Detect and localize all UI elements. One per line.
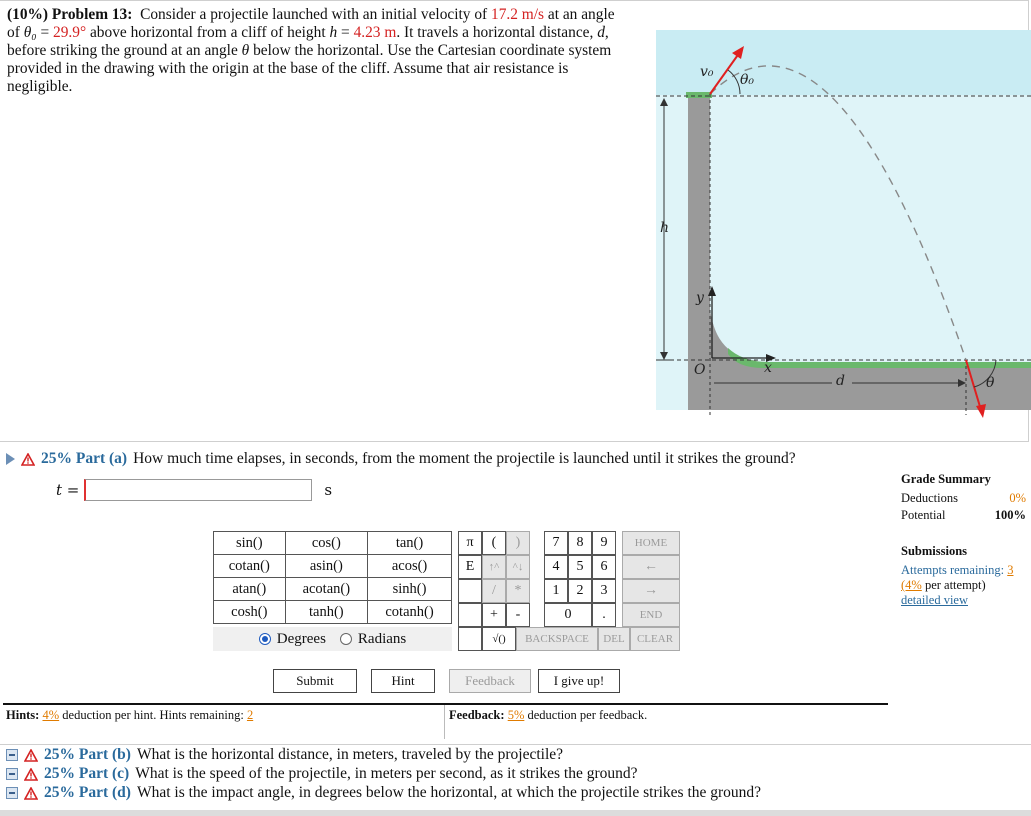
play-icon[interactable] <box>6 453 15 465</box>
initial-velocity-value: 17.2 m/s <box>491 6 545 23</box>
hints-feedback-separator <box>444 705 445 739</box>
label-x: x <box>764 360 772 376</box>
key-cos[interactable]: cos() <box>285 532 368 555</box>
answer-row <box>56 479 332 501</box>
key-9[interactable]: 9 <box>592 531 616 555</box>
hints-remaining: 2 <box>246 708 254 722</box>
potential-value: 100% <box>994 508 1026 522</box>
cliff-grass <box>686 92 712 98</box>
warning-icon <box>24 749 38 762</box>
key-multiply[interactable]: * <box>506 579 530 603</box>
degrees-label: Degrees <box>276 630 326 647</box>
part-c-question: What is the speed of the projectile, in meters per second, as it strikes the ground? <box>135 765 638 782</box>
blank-key <box>458 627 482 651</box>
key-7[interactable]: 7 <box>544 531 568 555</box>
key-cotan[interactable]: cotan() <box>214 555 286 578</box>
problem-statement: (10%) Problem 13: Consider a projectile launched with an initial velocity of 17.2 m/s at an angle of θ₀ = 29.9° above horizontal from a cliff of height h = 4.23 m. It travels a horizontal distance, d, before striking the ground at an angle θ below the horizontal. Use the Cartesian coordinate system provided in the drawing with the origin at the base of the cliff. Assume that air resistance is negligible. <box>7 6 615 95</box>
attempts-remaining: 3 <box>1007 563 1014 577</box>
hints-info: Hints: 4% deduction per hint. Hints remaining: 2 <box>6 708 254 722</box>
degrees-radio[interactable] <box>259 633 271 645</box>
grade-summary-title: Grade Summary <box>901 472 991 486</box>
key-backspace[interactable]: BACKSPACE <box>516 627 598 651</box>
radians-label: Radians <box>357 630 407 647</box>
part-d-percent: 25% Part (d) <box>44 784 131 801</box>
projectile-diagram <box>648 30 1031 418</box>
key-exponent-up[interactable]: ↑^ <box>482 555 506 579</box>
key-1[interactable]: 1 <box>544 579 568 603</box>
key-6[interactable]: 6 <box>592 555 616 579</box>
calculator-keypad <box>213 531 680 652</box>
key-home[interactable]: HOME <box>622 531 680 555</box>
feedback-deduction: 5% <box>507 708 525 722</box>
part-b-percent: 25% Part (b) <box>44 746 131 763</box>
blank-key <box>458 579 482 603</box>
collapse-icon[interactable] <box>6 749 18 761</box>
key-exponent-down[interactable]: ^↓ <box>506 555 530 579</box>
part-b-header[interactable] <box>6 746 563 764</box>
warning-icon <box>21 453 35 466</box>
key-sqrt[interactable]: √() <box>482 627 516 651</box>
key-atan[interactable]: atan() <box>214 578 286 601</box>
collapse-icon[interactable] <box>6 787 18 799</box>
key-left-arrow[interactable]: ← <box>622 555 680 579</box>
key-divide[interactable]: / <box>482 579 506 603</box>
key-minus[interactable]: - <box>506 603 530 627</box>
label-v0: v₀ <box>700 64 714 80</box>
function-keys <box>213 531 452 624</box>
key-8[interactable]: 8 <box>568 531 592 555</box>
submissions-section: Submissions Attempts remaining: 3 (4% per attempt) detailed view <box>901 544 1014 607</box>
problem-header: (10%) Problem 13: <box>7 6 133 23</box>
label-origin: O <box>694 362 706 378</box>
key-3[interactable]: 3 <box>592 579 616 603</box>
part-c-percent: 25% Part (c) <box>44 765 130 782</box>
label-theta0: θ₀ <box>740 72 755 88</box>
key-plus[interactable]: + <box>482 603 506 627</box>
key-tanh[interactable]: tanh() <box>285 601 368 624</box>
angle-mode <box>213 627 452 651</box>
part-d-header[interactable] <box>6 784 761 802</box>
feedback-info: Feedback: 5% deduction per feedback. <box>449 708 648 722</box>
answer-unit: s <box>324 481 333 499</box>
submit-button[interactable]: Submit <box>273 669 357 693</box>
detailed-view-link[interactable]: detailed view <box>901 593 968 607</box>
key-2[interactable]: 2 <box>568 579 592 603</box>
key-clear[interactable]: CLEAR <box>630 627 680 651</box>
collapse-icon[interactable] <box>6 768 18 780</box>
label-theta: θ <box>986 375 995 391</box>
label-y: y <box>696 290 704 306</box>
key-sin[interactable]: sin() <box>214 532 286 555</box>
footer-bar <box>0 810 1031 816</box>
part-c-header[interactable] <box>6 765 638 783</box>
key-end[interactable]: END <box>622 603 680 627</box>
hint-button[interactable]: Hint <box>371 669 435 693</box>
blank-key <box>458 603 482 627</box>
key-pi[interactable]: π <box>458 531 482 555</box>
key-5[interactable]: 5 <box>568 555 592 579</box>
key-dot[interactable]: . <box>592 603 616 627</box>
part-a-percent: 25% Part (a) <box>41 450 128 467</box>
sky-top <box>656 30 1031 95</box>
impact-arrowhead <box>976 404 986 418</box>
key-del[interactable]: DEL <box>598 627 630 651</box>
key-4[interactable]: 4 <box>544 555 568 579</box>
grade-summary: Grade Summary Deductions 0% Potential 100% Submissions Attempts remaining: 3 (4% per attempt) detailed view <box>901 472 1026 607</box>
key-0[interactable]: 0 <box>544 603 592 627</box>
warning-icon <box>24 787 38 800</box>
part-d-question: What is the impact angle, in degrees below the horizontal, at which the projectile strikes the ground? <box>136 784 762 801</box>
key-tan[interactable]: tan() <box>368 532 452 555</box>
section-divider <box>0 744 1031 745</box>
answer-input[interactable] <box>84 479 312 501</box>
deductions-value: 0% <box>1009 491 1026 505</box>
feedback-button[interactable]: Feedback <box>449 669 531 693</box>
key-asin[interactable]: asin() <box>285 555 368 578</box>
warning-icon <box>24 768 38 781</box>
key-cotanh[interactable]: cotanh() <box>368 601 452 624</box>
key-lparen[interactable]: ( <box>482 531 506 555</box>
key-sinh[interactable]: sinh() <box>368 578 452 601</box>
label-d: d <box>836 373 845 389</box>
part-a-header <box>6 450 796 468</box>
key-rparen[interactable]: ) <box>506 531 530 555</box>
key-right-arrow[interactable]: → <box>622 579 680 603</box>
key-cosh[interactable]: cosh() <box>214 601 286 624</box>
part-a-question: How much time elapses, in seconds, from the moment the projectile is launched until it strikes the ground? <box>133 450 796 467</box>
hints-divider <box>3 703 888 705</box>
give-up-button[interactable]: I give up! <box>538 669 620 693</box>
key-acos[interactable]: acos() <box>368 555 452 578</box>
part-b-question: What is the horizontal distance, in meters, traveled by the projectile? <box>136 746 564 763</box>
radians-radio[interactable] <box>340 633 352 645</box>
cliff-height-value: 4.23 m <box>353 24 397 41</box>
answer-variable: t = <box>56 481 80 499</box>
key-acotan[interactable]: acotan() <box>285 578 368 601</box>
launch-angle-value: 29.9° <box>53 24 87 41</box>
key-e[interactable]: E <box>458 555 482 579</box>
hint-deduction: 4% <box>42 708 60 722</box>
diagram-drawing <box>648 30 1031 418</box>
label-h: h <box>660 220 670 236</box>
